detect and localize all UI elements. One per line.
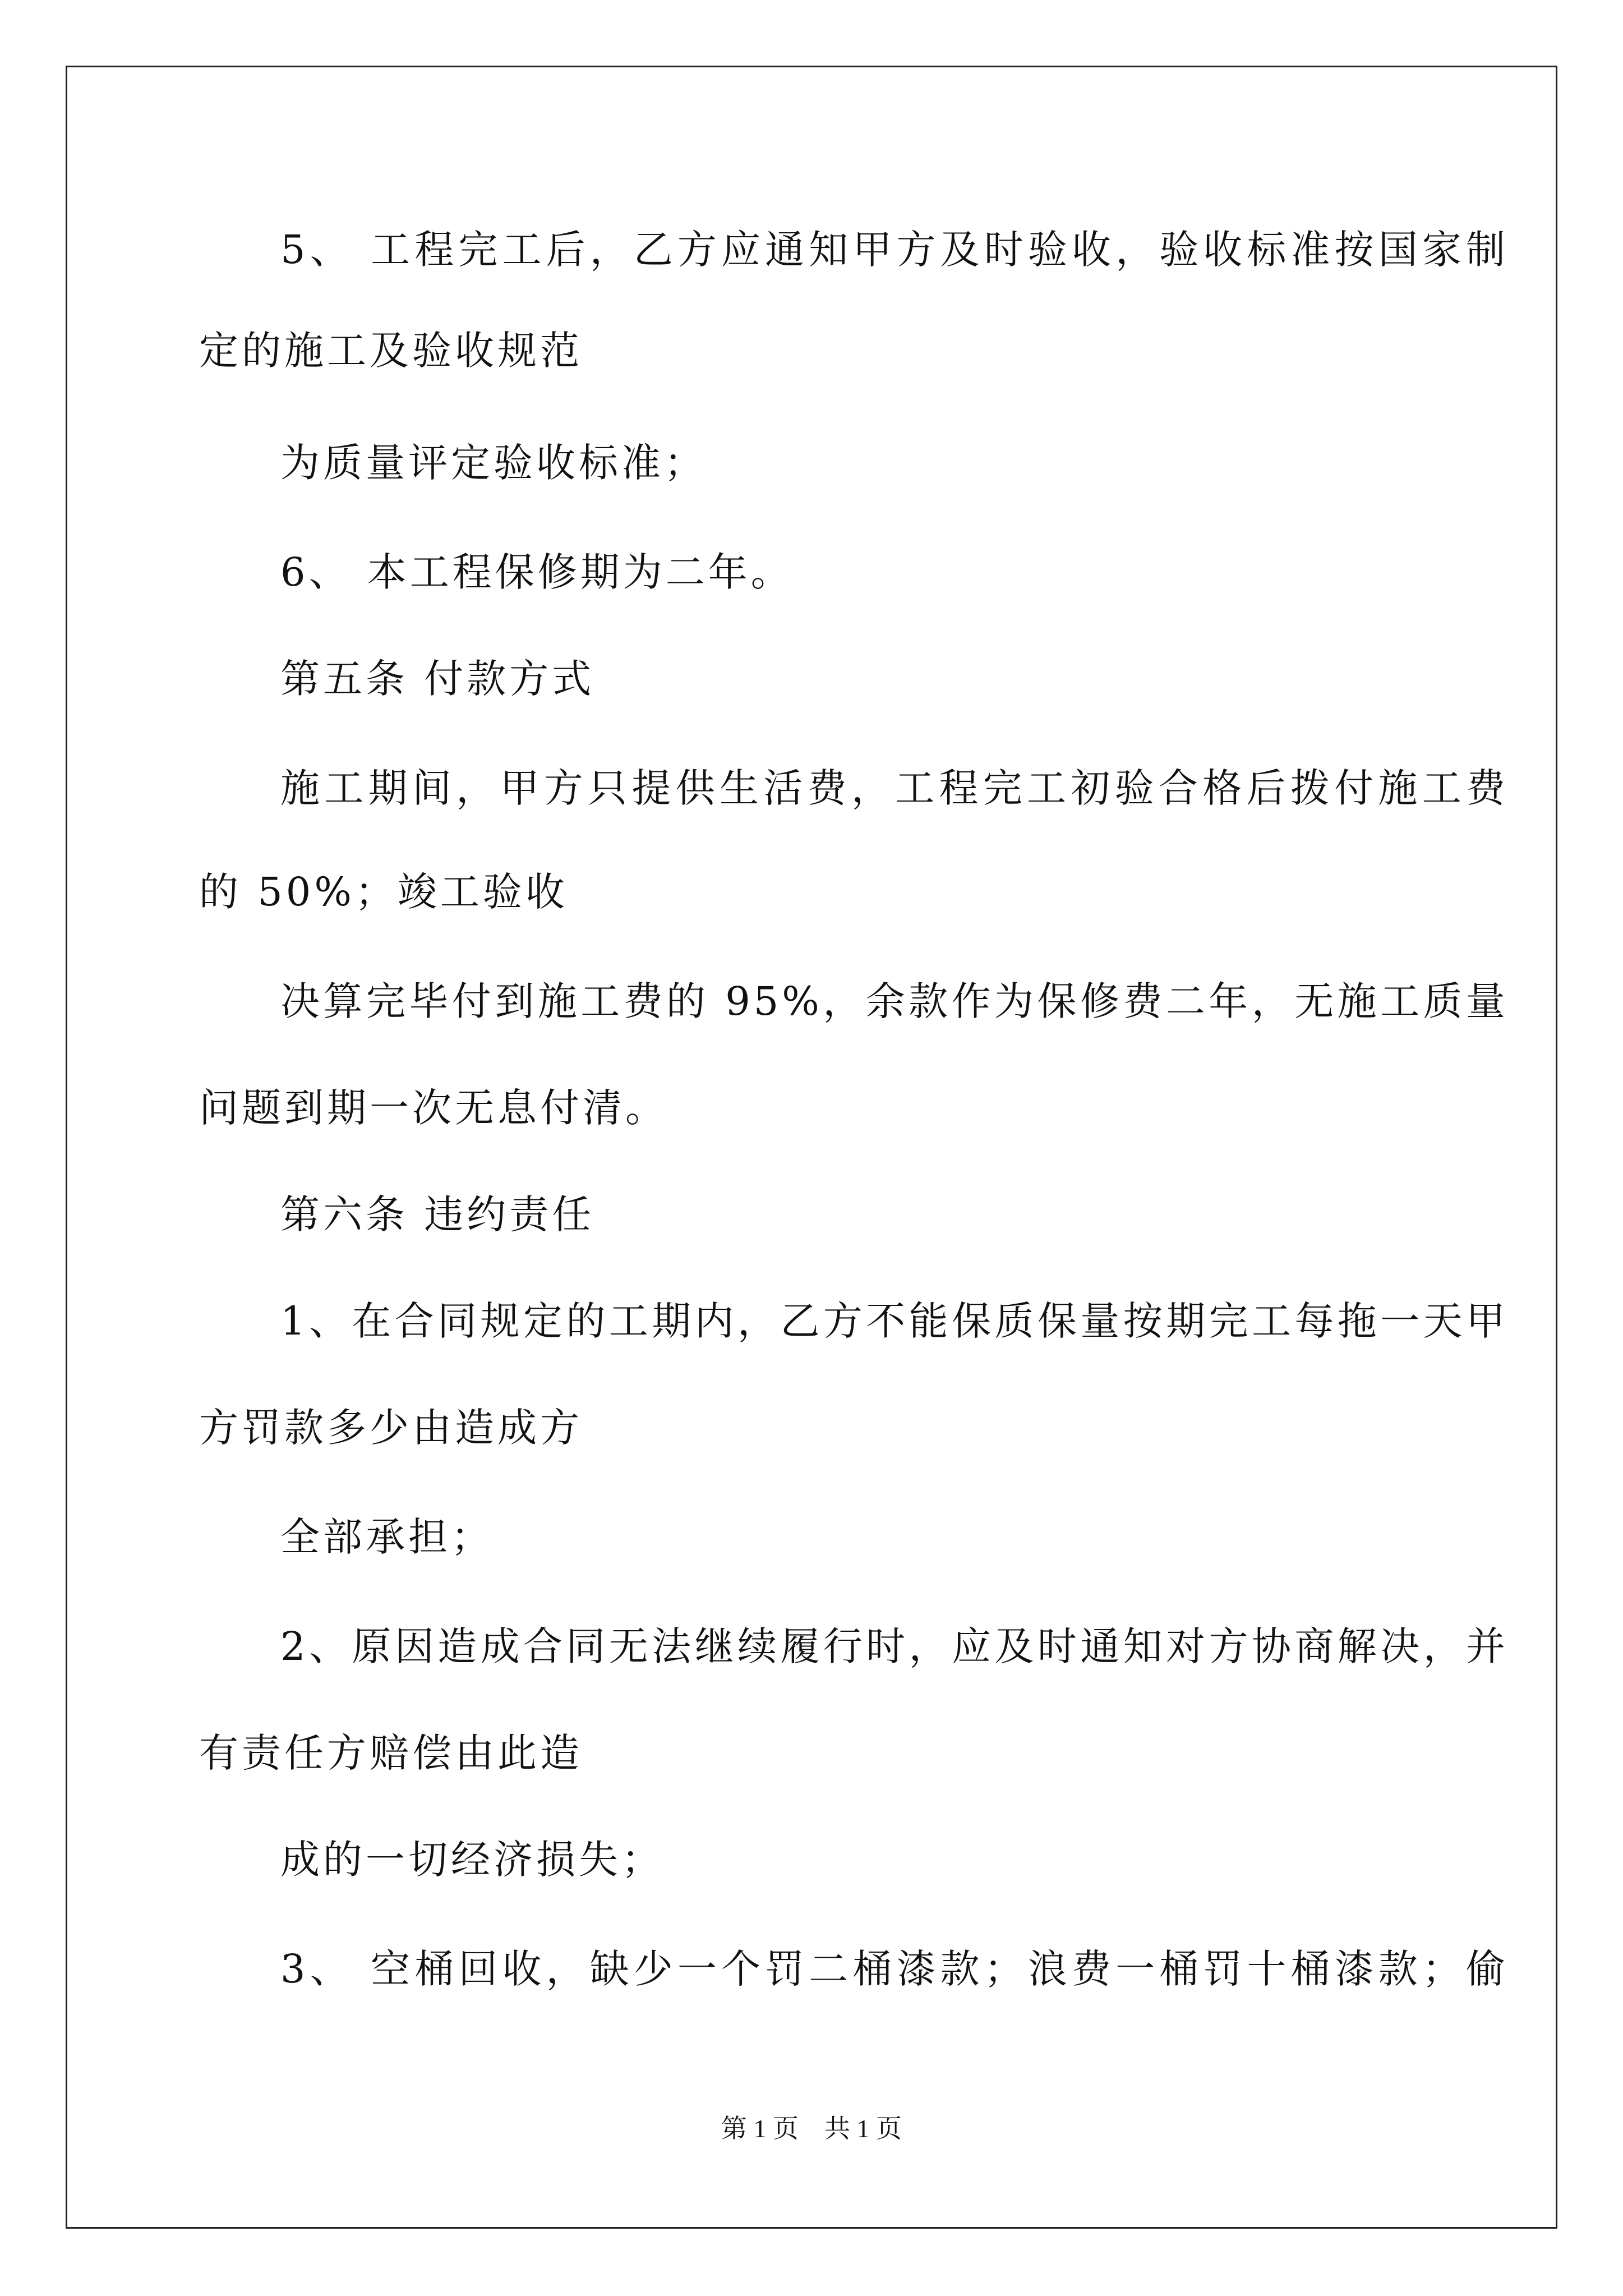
text-line-4: 6、 本工程保修期为二年。	[280, 549, 794, 595]
text-line-2: 定的施工及验收规范	[199, 328, 583, 374]
text-line-13: 全部承担；	[280, 1514, 494, 1560]
text-line-8: 决算完毕付到施工费的 95%，余款作为保修费二年，无施工质量	[280, 978, 1509, 1024]
text-line-3: 为质量评定验收标准；	[280, 440, 707, 486]
page-border	[66, 66, 1557, 2229]
section-heading-payment: 第五条 付款方式	[280, 656, 595, 702]
text-line-1: 5、 工程完工后，乙方应通知甲方及时验收，验收标准按国家制	[280, 227, 1509, 273]
text-line-15: 有责任方赔偿由此造	[199, 1730, 583, 1776]
text-line-16: 成的一切经济损失；	[280, 1837, 664, 1883]
page-number-footer: 第 1 页 共 1 页	[721, 2114, 902, 2143]
text-line-9: 问题到期一次无息付清。	[199, 1085, 668, 1131]
section-heading-liability: 第六条 违约责任	[280, 1191, 595, 1237]
text-line-14: 2、原因造成合同无法继续履行时，应及时通知对方协商解决，并	[280, 1623, 1509, 1669]
text-line-11: 1、在合同规定的工期内，乙方不能保质保量按期完工每拖一天甲	[280, 1298, 1509, 1344]
text-line-17: 3、 空桶回收，缺少一个罚二桶漆款；浪费一桶罚十桶漆款；偷	[280, 1946, 1509, 1992]
text-line-6: 施工期间，甲方只提供生活费，工程完工初验合格后拨付施工费	[280, 765, 1509, 811]
text-line-7: 的 50%；竣工验收	[199, 869, 568, 915]
text-line-12: 方罚款多少由造成方	[199, 1405, 583, 1451]
